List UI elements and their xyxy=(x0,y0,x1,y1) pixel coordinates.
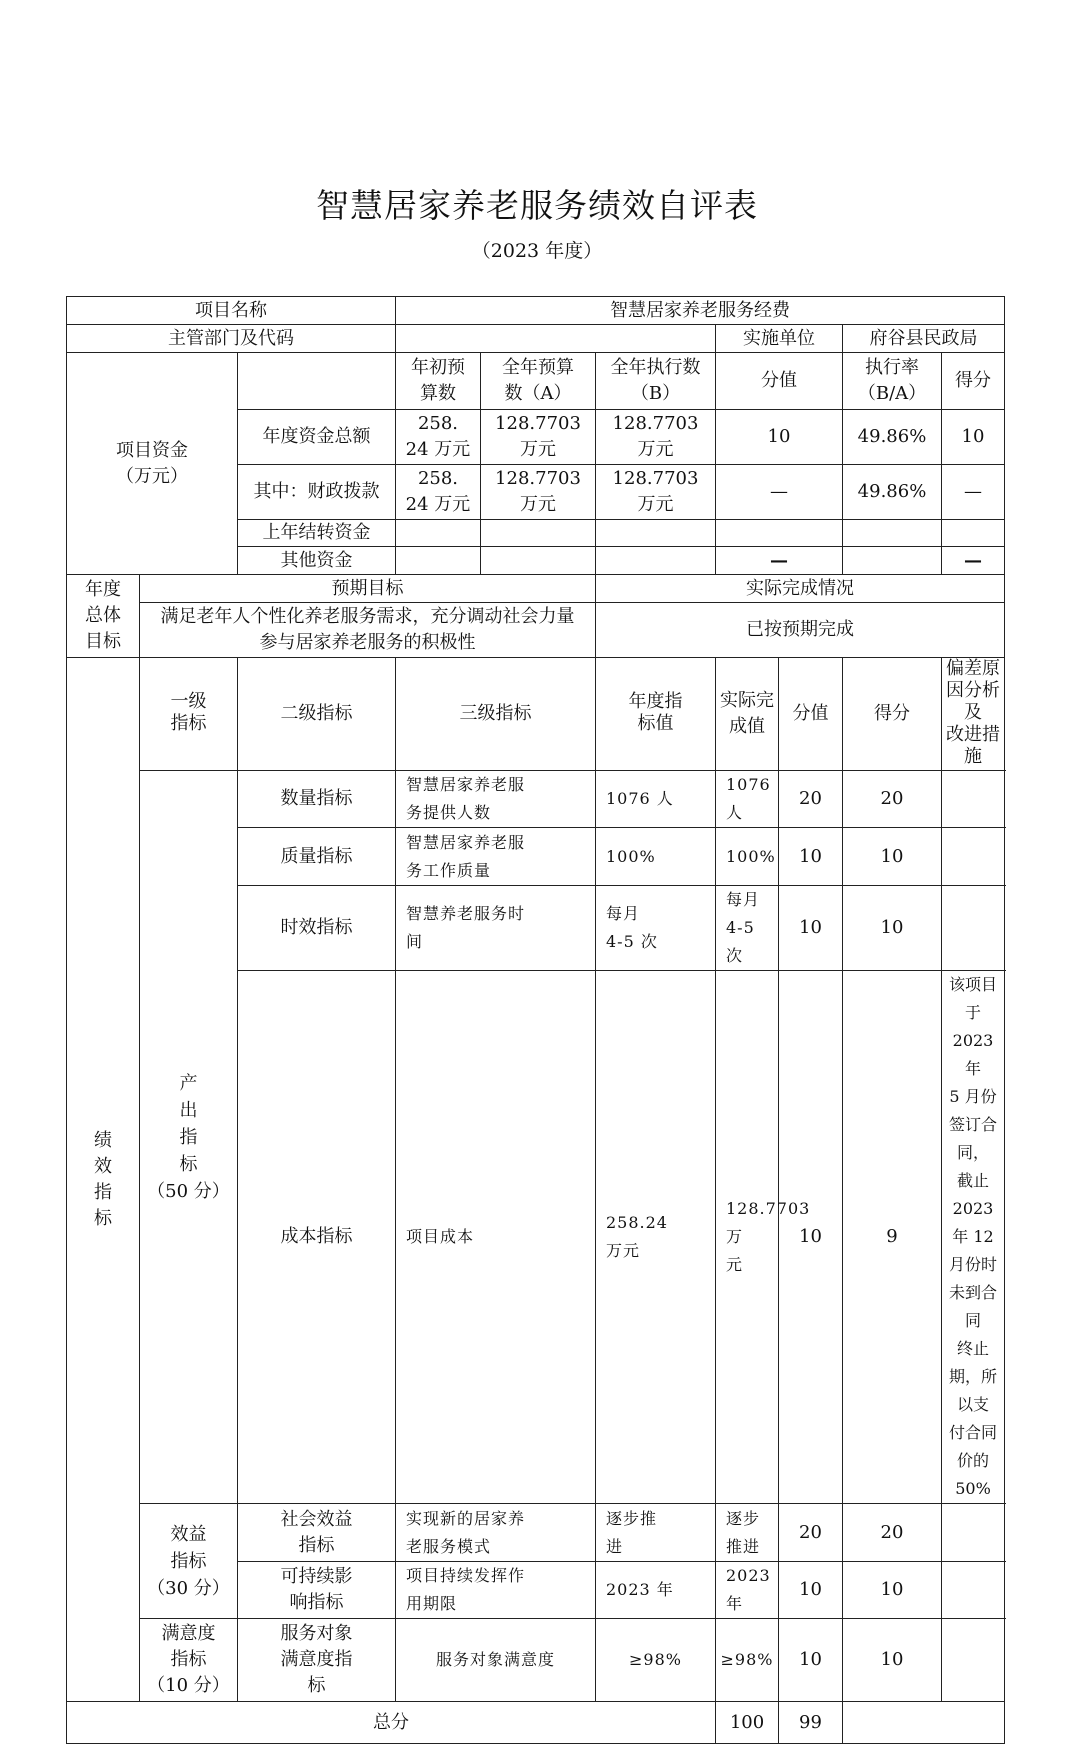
funds-row-rate xyxy=(843,547,942,575)
page-title: 智慧居家养老服务绩效自评表 xyxy=(316,186,758,225)
funds-row-rate: 49.86% xyxy=(843,465,942,520)
perf-row-deviation xyxy=(942,1619,1005,1702)
perf-satisfaction-label: 满意度 指标 （10 分） xyxy=(140,1619,238,1702)
project-name-value: 智慧居家养老服务经费 xyxy=(396,297,1005,325)
funds-header-budget: 全年预算 数（A） xyxy=(481,353,596,410)
funds-label: 项目资金 （万元） xyxy=(67,353,238,575)
funds-header-score: 得分 xyxy=(942,353,1005,410)
dept-value xyxy=(396,325,716,353)
perf-row-score: 10 xyxy=(843,886,942,971)
perf-row-level3: 智慧居家养老服 务工作质量 xyxy=(396,828,596,886)
funds-header-row xyxy=(67,353,1005,410)
perf-row-score: 9 xyxy=(843,971,942,1504)
funds-row-executed xyxy=(596,520,716,547)
perf-row-level2: 数量指标 xyxy=(238,771,396,828)
funds-row-score: — xyxy=(942,547,1005,575)
perf-row-score: 10 xyxy=(843,1619,942,1702)
perf-row-actual: 1076 人 xyxy=(716,771,779,828)
perf-row-score-value: 10 xyxy=(779,1562,843,1619)
funds-row-score: — xyxy=(942,465,1005,520)
project-name-row xyxy=(67,297,1005,325)
dept-row xyxy=(67,325,1005,353)
perf-header-row xyxy=(67,658,1005,771)
perf-row-level2: 社会效益 指标 xyxy=(238,1504,396,1562)
perf-row-level2: 服务对象 满意度指 标 xyxy=(238,1619,396,1702)
funds-row-executed: 128.7703 万元 xyxy=(596,410,716,465)
perf-row-score-value: 10 xyxy=(779,886,843,971)
perf-row-target: 100% xyxy=(596,828,716,886)
perf-row-score-value: 10 xyxy=(779,1619,843,1702)
perf-row-deviation xyxy=(942,886,1005,971)
perf-row-level3: 智慧养老服务时 间 xyxy=(396,886,596,971)
perf-row-actual: 2023 年 xyxy=(716,1562,779,1619)
perf-header-score: 得分 xyxy=(843,658,942,771)
perf-label: 绩 效 指 标 xyxy=(67,658,140,1702)
perf-header-level3: 三级指标 xyxy=(396,658,596,771)
perf-row-level2: 质量指标 xyxy=(238,828,396,886)
perf-row-score: 10 xyxy=(843,828,942,886)
perf-row-level2: 时效指标 xyxy=(238,886,396,971)
perf-row xyxy=(67,1504,1005,1562)
perf-row-target: 258.24 万元 xyxy=(596,971,716,1504)
perf-row-deviation xyxy=(942,771,1005,828)
perf-row-actual: 每月 4-5 次 xyxy=(716,886,779,971)
funds-row-score-value: — xyxy=(716,465,843,520)
funds-row-score: 10 xyxy=(942,410,1005,465)
perf-output-label: 产 出 指 标 （50 分） xyxy=(140,771,238,1504)
funds-header-executed: 全年执行数 （B） xyxy=(596,353,716,410)
perf-row xyxy=(67,771,1005,828)
total-row xyxy=(67,1702,1005,1744)
perf-header-deviation: 偏差原因分析及 改进措施 xyxy=(942,658,1005,771)
goals-content-row xyxy=(67,603,1005,658)
perf-row-score-value: 20 xyxy=(779,1504,843,1562)
perf-row-actual: 100% xyxy=(716,828,779,886)
goals-header-row xyxy=(67,575,1005,603)
perf-row-target: 1076 人 xyxy=(596,771,716,828)
total-score: 99 xyxy=(779,1702,843,1744)
perf-row-level3: 项目成本 xyxy=(396,971,596,1504)
perf-row-target: 2023 年 xyxy=(596,1562,716,1619)
funds-header-score-value: 分值 xyxy=(716,353,843,410)
total-deviation xyxy=(843,1702,1005,1744)
impl-label: 实施单位 xyxy=(716,325,843,353)
perf-header-actual: 实际完成值 xyxy=(716,658,779,771)
perf-row-score-value: 10 xyxy=(779,828,843,886)
funds-row-initial: 258. 24 万元 xyxy=(396,465,481,520)
funds-row-score-value: 10 xyxy=(716,410,843,465)
funds-row-initial: 258. 24 万元 xyxy=(396,410,481,465)
total-score-value: 100 xyxy=(716,1702,779,1744)
perf-row-actual: 128.7703 万 元 xyxy=(716,971,779,1504)
funds-header-initial: 年初预 算数 xyxy=(396,353,481,410)
funds-row-executed xyxy=(596,547,716,575)
perf-header-level2: 二级指标 xyxy=(238,658,396,771)
perf-row-score: 20 xyxy=(843,771,942,828)
perf-row-actual: 逐步推进 xyxy=(716,1504,779,1562)
funds-row-budget: 128.7703 万元 xyxy=(481,410,596,465)
funds-row-initial xyxy=(396,520,481,547)
goals-expected-label: 预期目标 xyxy=(140,575,596,603)
perf-header-level1: 一级 指标 xyxy=(140,658,238,771)
perf-row-score: 10 xyxy=(843,1562,942,1619)
funds-row-budget xyxy=(481,520,596,547)
perf-row-target: ≥98% xyxy=(596,1619,716,1702)
goals-actual-text: 已按预期完成 xyxy=(596,603,1005,658)
funds-row-score-value xyxy=(716,520,843,547)
funds-row-budget: 128.7703 万元 xyxy=(481,465,596,520)
funds-row-initial xyxy=(396,547,481,575)
perf-row-deviation: 该项目于 2023 年 5 月份签订合同， 截止 2023 年 12 月份时未到合同 终止期，所以支 付合同价的 50% xyxy=(942,971,1005,1504)
funds-row-label: 其他资金 xyxy=(238,547,396,575)
funds-row-label: 其中：财政拨款 xyxy=(238,465,396,520)
funds-header-blank xyxy=(238,353,396,410)
project-name-label: 项目名称 xyxy=(67,297,396,325)
funds-row-budget xyxy=(481,547,596,575)
evaluation-table xyxy=(66,296,1005,1744)
funds-row-rate xyxy=(843,520,942,547)
funds-row-score xyxy=(942,520,1005,547)
perf-row-actual: ≥98% xyxy=(716,1619,779,1702)
perf-row-target: 逐步推 进 xyxy=(596,1504,716,1562)
funds-row-rate: 49.86% xyxy=(843,410,942,465)
funds-row-label: 年度资金总额 xyxy=(238,410,396,465)
funds-row-executed: 128.7703 万元 xyxy=(596,465,716,520)
perf-row xyxy=(67,1619,1005,1702)
perf-row-level2: 成本指标 xyxy=(238,971,396,1504)
funds-row-label: 上年结转资金 xyxy=(238,520,396,547)
perf-row-level3: 项目持续发挥作 用期限 xyxy=(396,1562,596,1619)
perf-header-score-value: 分值 xyxy=(779,658,843,771)
perf-row-level2: 可持续影 响指标 xyxy=(238,1562,396,1619)
goals-label: 年度 总体 目标 xyxy=(67,575,140,658)
impl-value: 府谷县民政局 xyxy=(843,325,1005,353)
perf-row-deviation xyxy=(942,1504,1005,1562)
page-subtitle: （2023 年度） xyxy=(471,240,603,262)
perf-row-level3: 智慧居家养老服 务提供人数 xyxy=(396,771,596,828)
perf-row-score-value: 20 xyxy=(779,771,843,828)
perf-row-deviation xyxy=(942,828,1005,886)
perf-header-target: 年度指 标值 xyxy=(596,658,716,771)
total-label: 总分 xyxy=(67,1702,716,1744)
perf-benefit-label: 效益 指标 （30 分） xyxy=(140,1504,238,1619)
perf-row-deviation xyxy=(942,1562,1005,1619)
goals-expected-text: 满足老年人个性化养老服务需求，充分调动社会力量 参与居家养老服务的积极性 xyxy=(140,603,596,658)
dept-label: 主管部门及代码 xyxy=(67,325,396,353)
perf-row-level3: 服务对象满意度 xyxy=(396,1619,596,1702)
funds-row-score-value: — xyxy=(716,547,843,575)
goals-actual-label: 实际完成情况 xyxy=(596,575,1005,603)
perf-row-score: 20 xyxy=(843,1504,942,1562)
perf-row-target: 每月 4-5 次 xyxy=(596,886,716,971)
perf-row-score-value: 10 xyxy=(779,971,843,1504)
funds-header-rate: 执行率（B/A） xyxy=(843,353,942,410)
perf-row-level3: 实现新的居家养 老服务模式 xyxy=(396,1504,596,1562)
